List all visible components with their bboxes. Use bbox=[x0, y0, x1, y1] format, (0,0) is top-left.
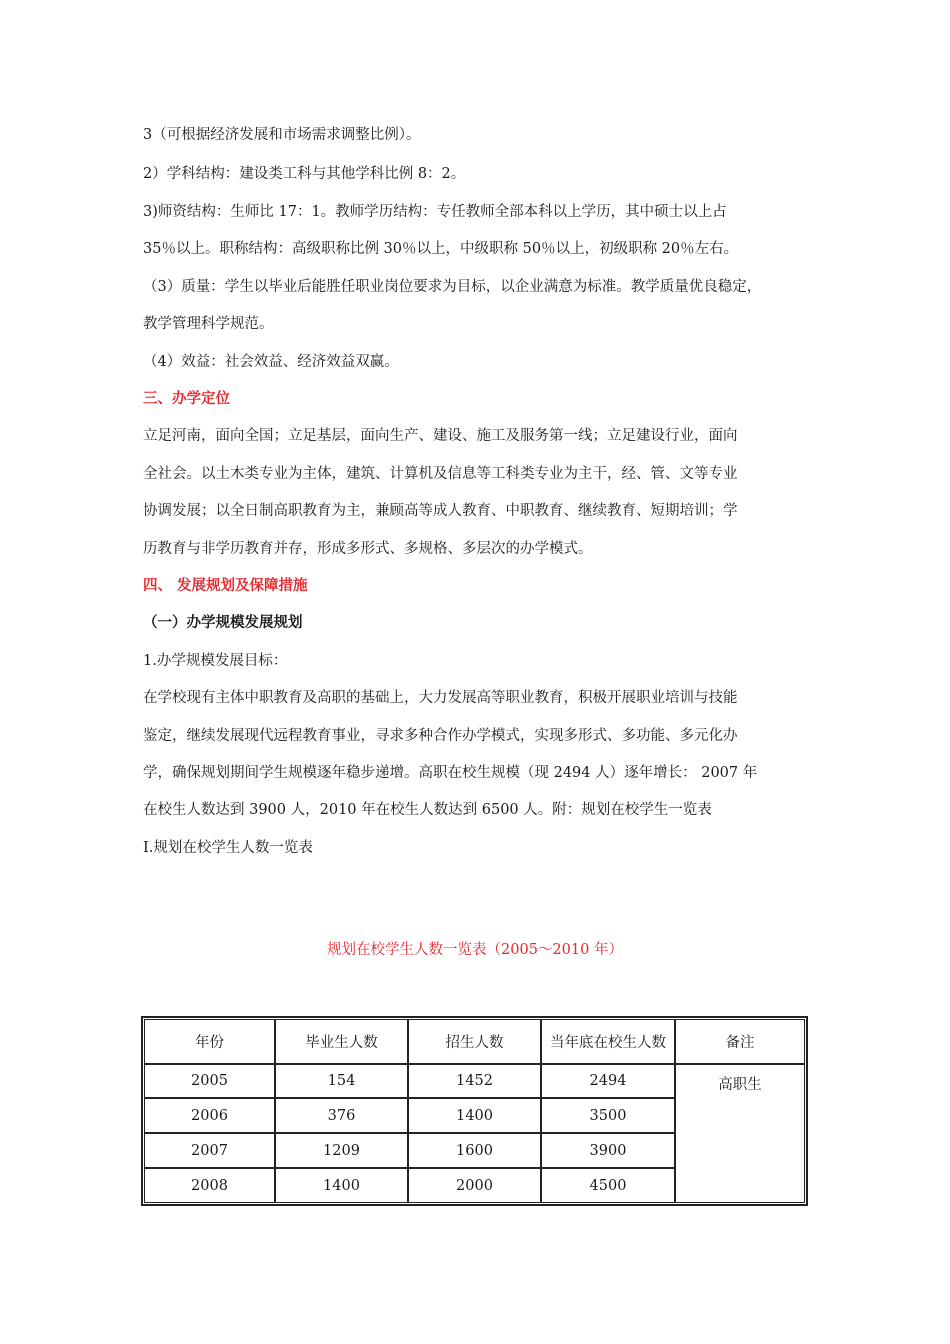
remark-cell: 高职生 bbox=[675, 1064, 805, 1203]
table-cell: 1600 bbox=[408, 1133, 541, 1168]
table-header-row bbox=[144, 1019, 805, 1064]
enrollment-table bbox=[141, 1016, 808, 1206]
table-cell: 2007 bbox=[144, 1133, 275, 1168]
table-cell: 376 bbox=[275, 1098, 408, 1133]
header-cell: 毕业生人数 bbox=[275, 1019, 408, 1064]
table-cell: 2494 bbox=[541, 1064, 675, 1099]
text-line: 学，确保规划期间学生规模逐年稳步递增。高职在校生规模（现 2494 人）逐年增长： 2007 年 bbox=[143, 765, 758, 781]
table-cell: 1400 bbox=[408, 1098, 541, 1133]
section-heading: 四、 发展规划及保障措施 bbox=[143, 578, 308, 594]
table-cell: 2000 bbox=[408, 1168, 541, 1203]
text-line: 立足河南，面向全国；立足基层，面向生产、建设、施工及服务第一线；立足建设行业，面向 bbox=[143, 428, 738, 444]
text-line: （3）质量：学生以毕业后能胜任职业岗位要求为目标，以企业满意为标准。教学质量优良稳定， bbox=[143, 279, 762, 295]
text-line: 鉴定，继续发展现代远程教育事业，寻求多种合作办学模式，实现多形式、多功能、多元化办 bbox=[143, 728, 738, 744]
text-line: （4）效益：社会效益、经济效益双赢。 bbox=[143, 354, 399, 370]
text-line: 3)师资结构：生师比 17：1。教师学历结构：专任教师全部本科以上学历，其中硕士以上占 bbox=[143, 204, 727, 220]
text-line: 协调发展；以全日制高职教育为主，兼顾高等成人教育、中职教育、继续教育、短期培训；学 bbox=[143, 503, 738, 519]
table-cell: 154 bbox=[275, 1064, 408, 1099]
table-cell: 2006 bbox=[144, 1098, 275, 1133]
table-cell: 2008 bbox=[144, 1168, 275, 1203]
text-line: 全社会。以土木类专业为主体，建筑、计算机及信息等工科类专业为主干，经、管、文等专业 bbox=[143, 466, 738, 482]
table-title: 规划在校学生人数一览表（2005～2010 年） bbox=[327, 942, 623, 958]
table-cell: 3900 bbox=[541, 1133, 675, 1168]
text-line: 3（可根据经济发展和市场需求调整比例）。 bbox=[143, 127, 421, 143]
text-line: 历教育与非学历教育并存，形成多形式、多规格、多层次的办学模式。 bbox=[143, 541, 593, 557]
header-cell: 年份 bbox=[144, 1019, 275, 1064]
subsection-heading: （一）办学规模发展规划 bbox=[143, 615, 303, 631]
table-cell: 4500 bbox=[541, 1168, 675, 1203]
table-cell: 2005 bbox=[144, 1064, 275, 1099]
header-cell: 当年底在校生人数 bbox=[541, 1019, 675, 1064]
header-cell: 招生人数 bbox=[408, 1019, 541, 1064]
text-line: 1.办学规模发展目标： bbox=[143, 653, 288, 669]
table-row bbox=[144, 1064, 805, 1099]
section-heading: 三、办学定位 bbox=[143, 391, 230, 407]
table-cell: 1452 bbox=[408, 1064, 541, 1099]
text-line: 在学校现有主体中职教育及高职的基础上，大力发展高等职业教育，积极开展职业培训与技能 bbox=[143, 690, 738, 706]
text-line: Ⅰ.规划在校学生人数一览表 bbox=[143, 840, 313, 856]
text-line: 在校生人数达到 3900 人，2010 年在校生人数达到 6500 人。附：规划在校学生一览表 bbox=[143, 802, 712, 818]
header-cell: 备注 bbox=[675, 1019, 805, 1064]
text-line: 教学管理科学规范。 bbox=[143, 316, 274, 332]
table-cell: 1400 bbox=[275, 1168, 408, 1203]
text-line: 35％以上。职称结构：高级职称比例 30％以上，中级职称 50％以上，初级职称 20％左右。 bbox=[143, 241, 739, 257]
table-cell: 1209 bbox=[275, 1133, 408, 1168]
text-line: 2）学科结构：建设类工科与其他学科比例 8：2。 bbox=[143, 166, 466, 182]
table-cell: 3500 bbox=[541, 1098, 675, 1133]
